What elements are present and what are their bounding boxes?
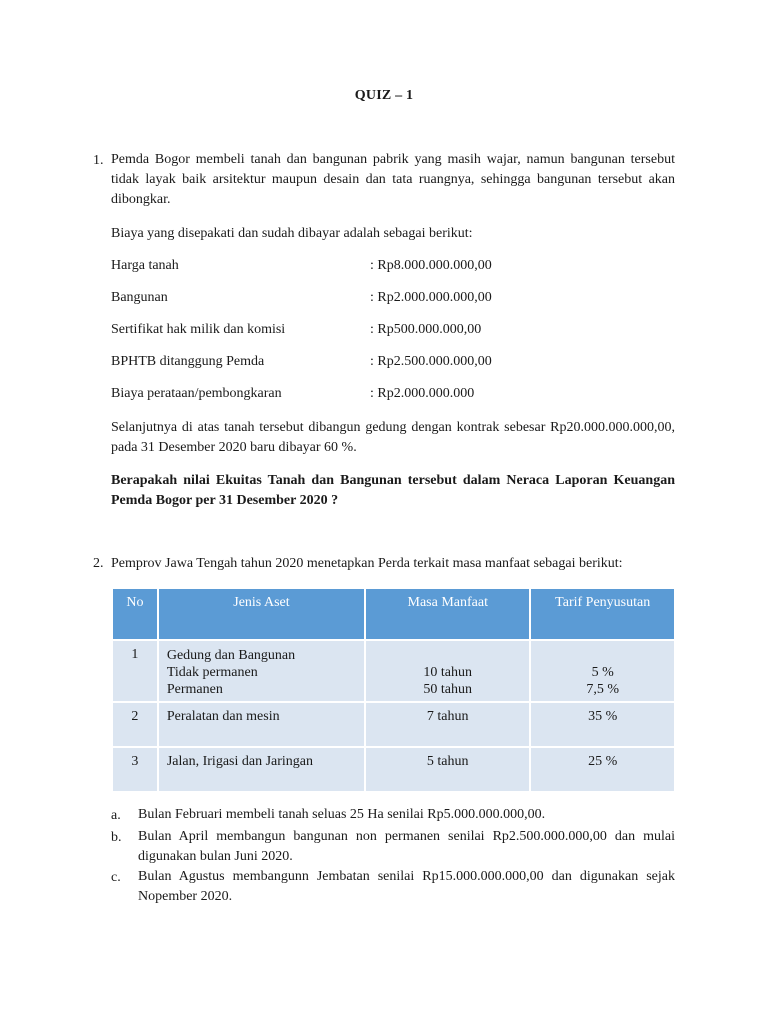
cost-intro: Biaya yang disepakati dan sudah dibayar adalah sebagai berikut: (111, 226, 473, 241)
cost-label-2: Bangunan (111, 290, 168, 305)
table-header-row (112, 588, 675, 640)
question-1-followup: Selanjutnya di atas tanah tersebut dibangun gedung dengan kontrak sebesar Rp20.000.000.000,00, pada 31 Desember 2020 baru dibayar 60 %. (111, 420, 675, 455)
header-tarif-penyusutan: Tarif Penyusutan (530, 588, 675, 640)
header-jenis-aset: Jenis Aset (158, 588, 365, 640)
question-1-prompt: Berapakah nilai Ekuitas Tanah dan Bangunan tersebut dalam Neraca Laporan Keuangan Pemda Bogor per 31 Desember 2020 ? (111, 473, 675, 508)
jenis-tidak-permanen: Tidak permanen (166, 665, 258, 680)
cell-no: 2 (112, 702, 158, 747)
item-b-text: Bulan April membangun bangunan non permanen senilai Rp2.500.000.000,00 dan mulai digunakan bulan Juni 2020. (138, 829, 675, 864)
jenis-permanen: Permanen (166, 682, 223, 697)
tarif-tidak-permanen: 5 % (591, 665, 614, 680)
item-c-text: Bulan Agustus membangunn Jembatan senilai Rp15.000.000.000,00 dan digunakan sejak Nopember 2020. (138, 869, 675, 904)
cell-tarif: 35 % (530, 702, 675, 747)
cell-masa: 5 tahun (365, 747, 530, 792)
page-title: QUIZ – 1 (354, 88, 414, 103)
cost-label-3: Sertifikat hak milik dan komisi (111, 322, 286, 337)
cost-value-3: : Rp500.000.000,00 (370, 322, 482, 337)
item-a-text: Bulan Februari membeli tanah seluas 25 Ha senilai Rp5.000.000.000,00. (138, 807, 546, 822)
cost-value-2: : Rp2.000.000.000,00 (370, 290, 492, 305)
item-a-label: a. (111, 808, 121, 823)
question-1-number: 1. (93, 153, 104, 168)
cell-tarif (530, 640, 675, 702)
jenis-gedung: Gedung dan Bangunan (166, 648, 296, 663)
table-row (112, 640, 675, 702)
question-2-number: 2. (93, 556, 104, 571)
item-c-label: c. (111, 870, 121, 885)
cell-masa (365, 640, 530, 702)
masa-tidak-permanen: 10 tahun (423, 665, 473, 680)
cell-jenis (158, 640, 365, 702)
question-1-intro: Pemda Bogor membeli tanah dan bangunan pabrik yang masih wajar, namun bangunan tersebut tidak layak baik arsitektur maupun desain dan tata ruangnya, sehingga bangunan tersebut akan dibongkar. (111, 152, 675, 207)
cell-masa: 7 tahun (365, 702, 530, 747)
tarif-permanen: 7,5 % (586, 682, 620, 697)
cost-value-1: : Rp8.000.000.000,00 (370, 258, 492, 273)
cost-value-5: : Rp2.000.000.000 (370, 386, 475, 401)
cell-no: 1 (112, 640, 158, 702)
header-masa-manfaat: Masa Manfaat (365, 588, 530, 640)
cell-jenis: Peralatan dan mesin (158, 702, 365, 747)
table-row (112, 747, 675, 792)
cost-label-5: Biaya perataan/pembongkaran (111, 386, 282, 401)
cell-no: 3 (112, 747, 158, 792)
header-no: No (112, 588, 158, 640)
cost-value-4: : Rp2.500.000.000,00 (370, 354, 492, 369)
cost-label-4: BPHTB ditanggung Pemda (111, 354, 265, 369)
table-row (112, 702, 675, 747)
question-2-intro: Pemprov Jawa Tengah tahun 2020 menetapkan Perda terkait masa manfaat sebagai berikut: (111, 556, 623, 571)
masa-permanen: 50 tahun (423, 682, 473, 697)
cell-jenis: Jalan, Irigasi dan Jaringan (158, 747, 365, 792)
cell-tarif: 25 % (530, 747, 675, 792)
item-b-label: b. (111, 830, 122, 845)
cost-label-1: Harga tanah (111, 258, 179, 273)
asset-table (111, 587, 676, 793)
